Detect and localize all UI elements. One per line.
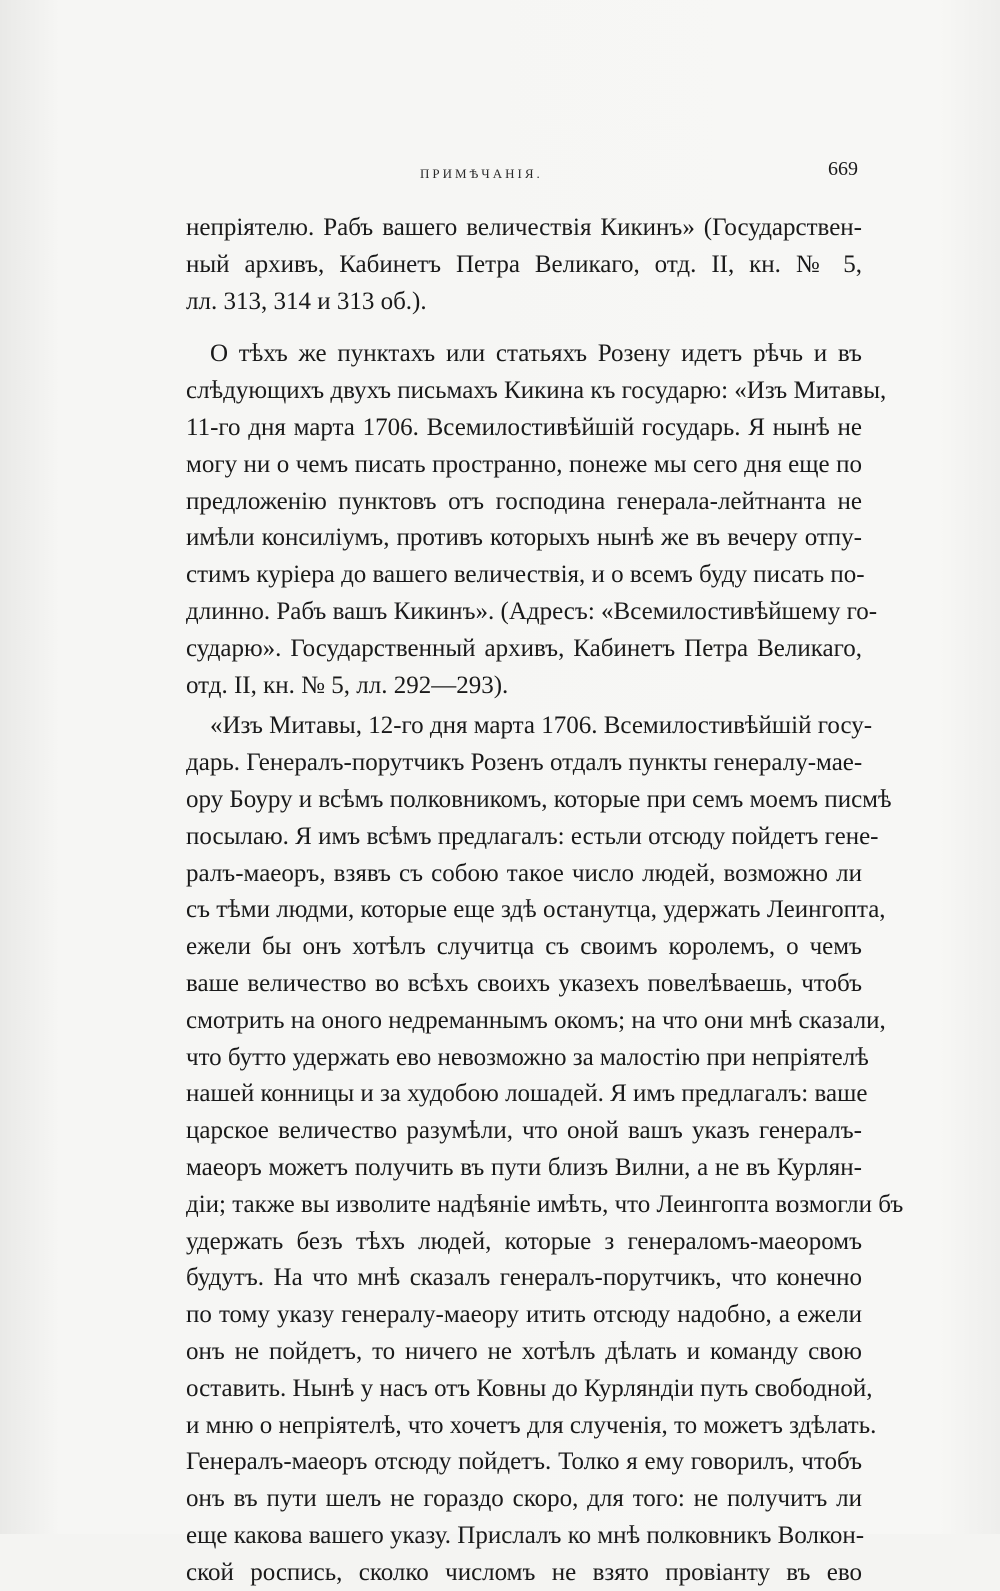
page-number: 669: [828, 158, 858, 180]
text-line: дарь. Генералъ-порутчикъ Розенъ отдалъ пункты генералу-мае-: [186, 749, 863, 777]
paragraph-3: [186, 708, 904, 1591]
text-line: будутъ. На что мнѣ сказалъ генералъ-порутчикъ, что конечно: [186, 1264, 862, 1292]
text-line: удержать безъ тѣхъ людей, которые з генераломъ-маеоромъ: [186, 1227, 862, 1255]
text-line: О тѣхъ же пунктахъ или статьяхъ Розену идетъ рѣчь и въ: [210, 340, 862, 368]
text-line: непріятелю. Рабъ вашего величествія Кикинъ» (Государствен-: [186, 214, 862, 241]
running-head: ПРИМѢЧАНІЯ.: [420, 166, 543, 181]
text-line: ору Боуру и всѣмъ полковникомъ, которые при семъ моемъ писмѣ: [186, 785, 892, 813]
text-line: по тому указу генералу-маеору итить отсюду надобно, а ежели: [186, 1301, 862, 1329]
text-line: 11-го дня марта 1706. Всемилостивѣйшій государь. Я нынѣ не: [186, 413, 862, 441]
text-line: діи; также вы изволите надѣяніе имѣть, что Леингопта возмогли бъ: [186, 1190, 904, 1218]
text-line: что бутто удержать ево невозможно за малостію при непріятелѣ: [186, 1043, 869, 1071]
text-line: царское величество разумѣли, что оной вашъ указъ генералъ-: [186, 1117, 862, 1145]
text-line: слѣдующихъ двухъ письмахъ Кикина къ государю: «Изъ Митавы,: [186, 377, 887, 405]
text-line: маеоръ можетъ получить въ пути близъ Вилни, а не въ Курлян-: [186, 1153, 862, 1181]
paragraph-1: [186, 210, 862, 320]
text-line: «Изъ Митавы, 12-го дня марта 1706. Всемилостивѣйшій госу-: [210, 712, 873, 740]
text-line: онъ не пойдетъ, то ничего не хотѣлъ дѣлать и команду свою: [186, 1337, 862, 1365]
text-line: сударю». Государственный архивъ, Кабинетъ Петра Великаго,: [186, 634, 862, 662]
text-line: ный архивъ, Кабинетъ Петра Великаго, отд. II, кн. № 5,: [186, 250, 862, 278]
text-line: нашей конницы и за худобою лошадей. Я имъ предлагалъ: ваше: [186, 1080, 868, 1108]
text-line: оставить. Нынѣ у насъ отъ Ковны до Курляндіи путь свободной,: [186, 1374, 873, 1402]
text-line: стимъ куріера до вашего величествія, и о всемъ буду писать по-: [186, 561, 865, 589]
text-line: ваше величество во всѣхъ своихъ указехъ повелѣваешь, чтобъ: [186, 969, 862, 997]
paragraph-2: [186, 336, 887, 704]
text-line: съ тѣми людми, которые еще здѣ останутца, удержать Леингопта,: [186, 896, 886, 924]
text-line: отд. II, кн. № 5, лл. 292—293).: [186, 671, 509, 699]
text-line: ской роспись, сколко числомъ не взято провіанту въ ево: [186, 1558, 862, 1586]
body-text: [186, 210, 904, 1591]
text-line: Генералъ-маеоръ отсюду пойдетъ. Толко я ему говорилъ, чтобъ: [186, 1448, 862, 1476]
text-line: длинно. Рабъ вашъ Кикинъ». (Адресъ: «Всемилостивѣйшему го-: [186, 597, 878, 625]
text-line: еще какова вашего указу. Прислалъ ко мнѣ полковникъ Волкон-: [186, 1521, 865, 1549]
text-line: и мню о непріятелѣ, что хочетъ для слученія, то можетъ здѣлать.: [186, 1411, 877, 1439]
text-line: могу ни о чемъ писать пространно, понеже мы сего дня еще по: [186, 450, 862, 478]
text-line: предложенію пунктовъ отъ господина генерала-лейтнанта не: [186, 487, 862, 515]
text-line: ежели бы онъ хотѣлъ случитца съ своимъ королемъ, о чемъ: [186, 933, 862, 961]
page-header: [186, 156, 862, 186]
text-line: посылаю. Я имъ всѣмъ предлагалъ: естьли отсюду пойдетъ гене-: [186, 822, 879, 850]
text-line: ралъ-маеоръ, взявъ съ собою такое число людей, возможно ли: [186, 859, 862, 887]
text-line: имѣли консиліумъ, противъ которыхъ нынѣ же въ вечеру отпу-: [186, 524, 862, 552]
text-line: онъ въ пути шелъ не гораздо скоро, для того: не получитъ ли: [186, 1485, 862, 1513]
text-line: смотрить на оного недреманнымъ окомъ; на что они мнѣ сказали,: [186, 1006, 886, 1034]
text-line: лл. 313, 314 и 313 об.).: [186, 287, 427, 315]
